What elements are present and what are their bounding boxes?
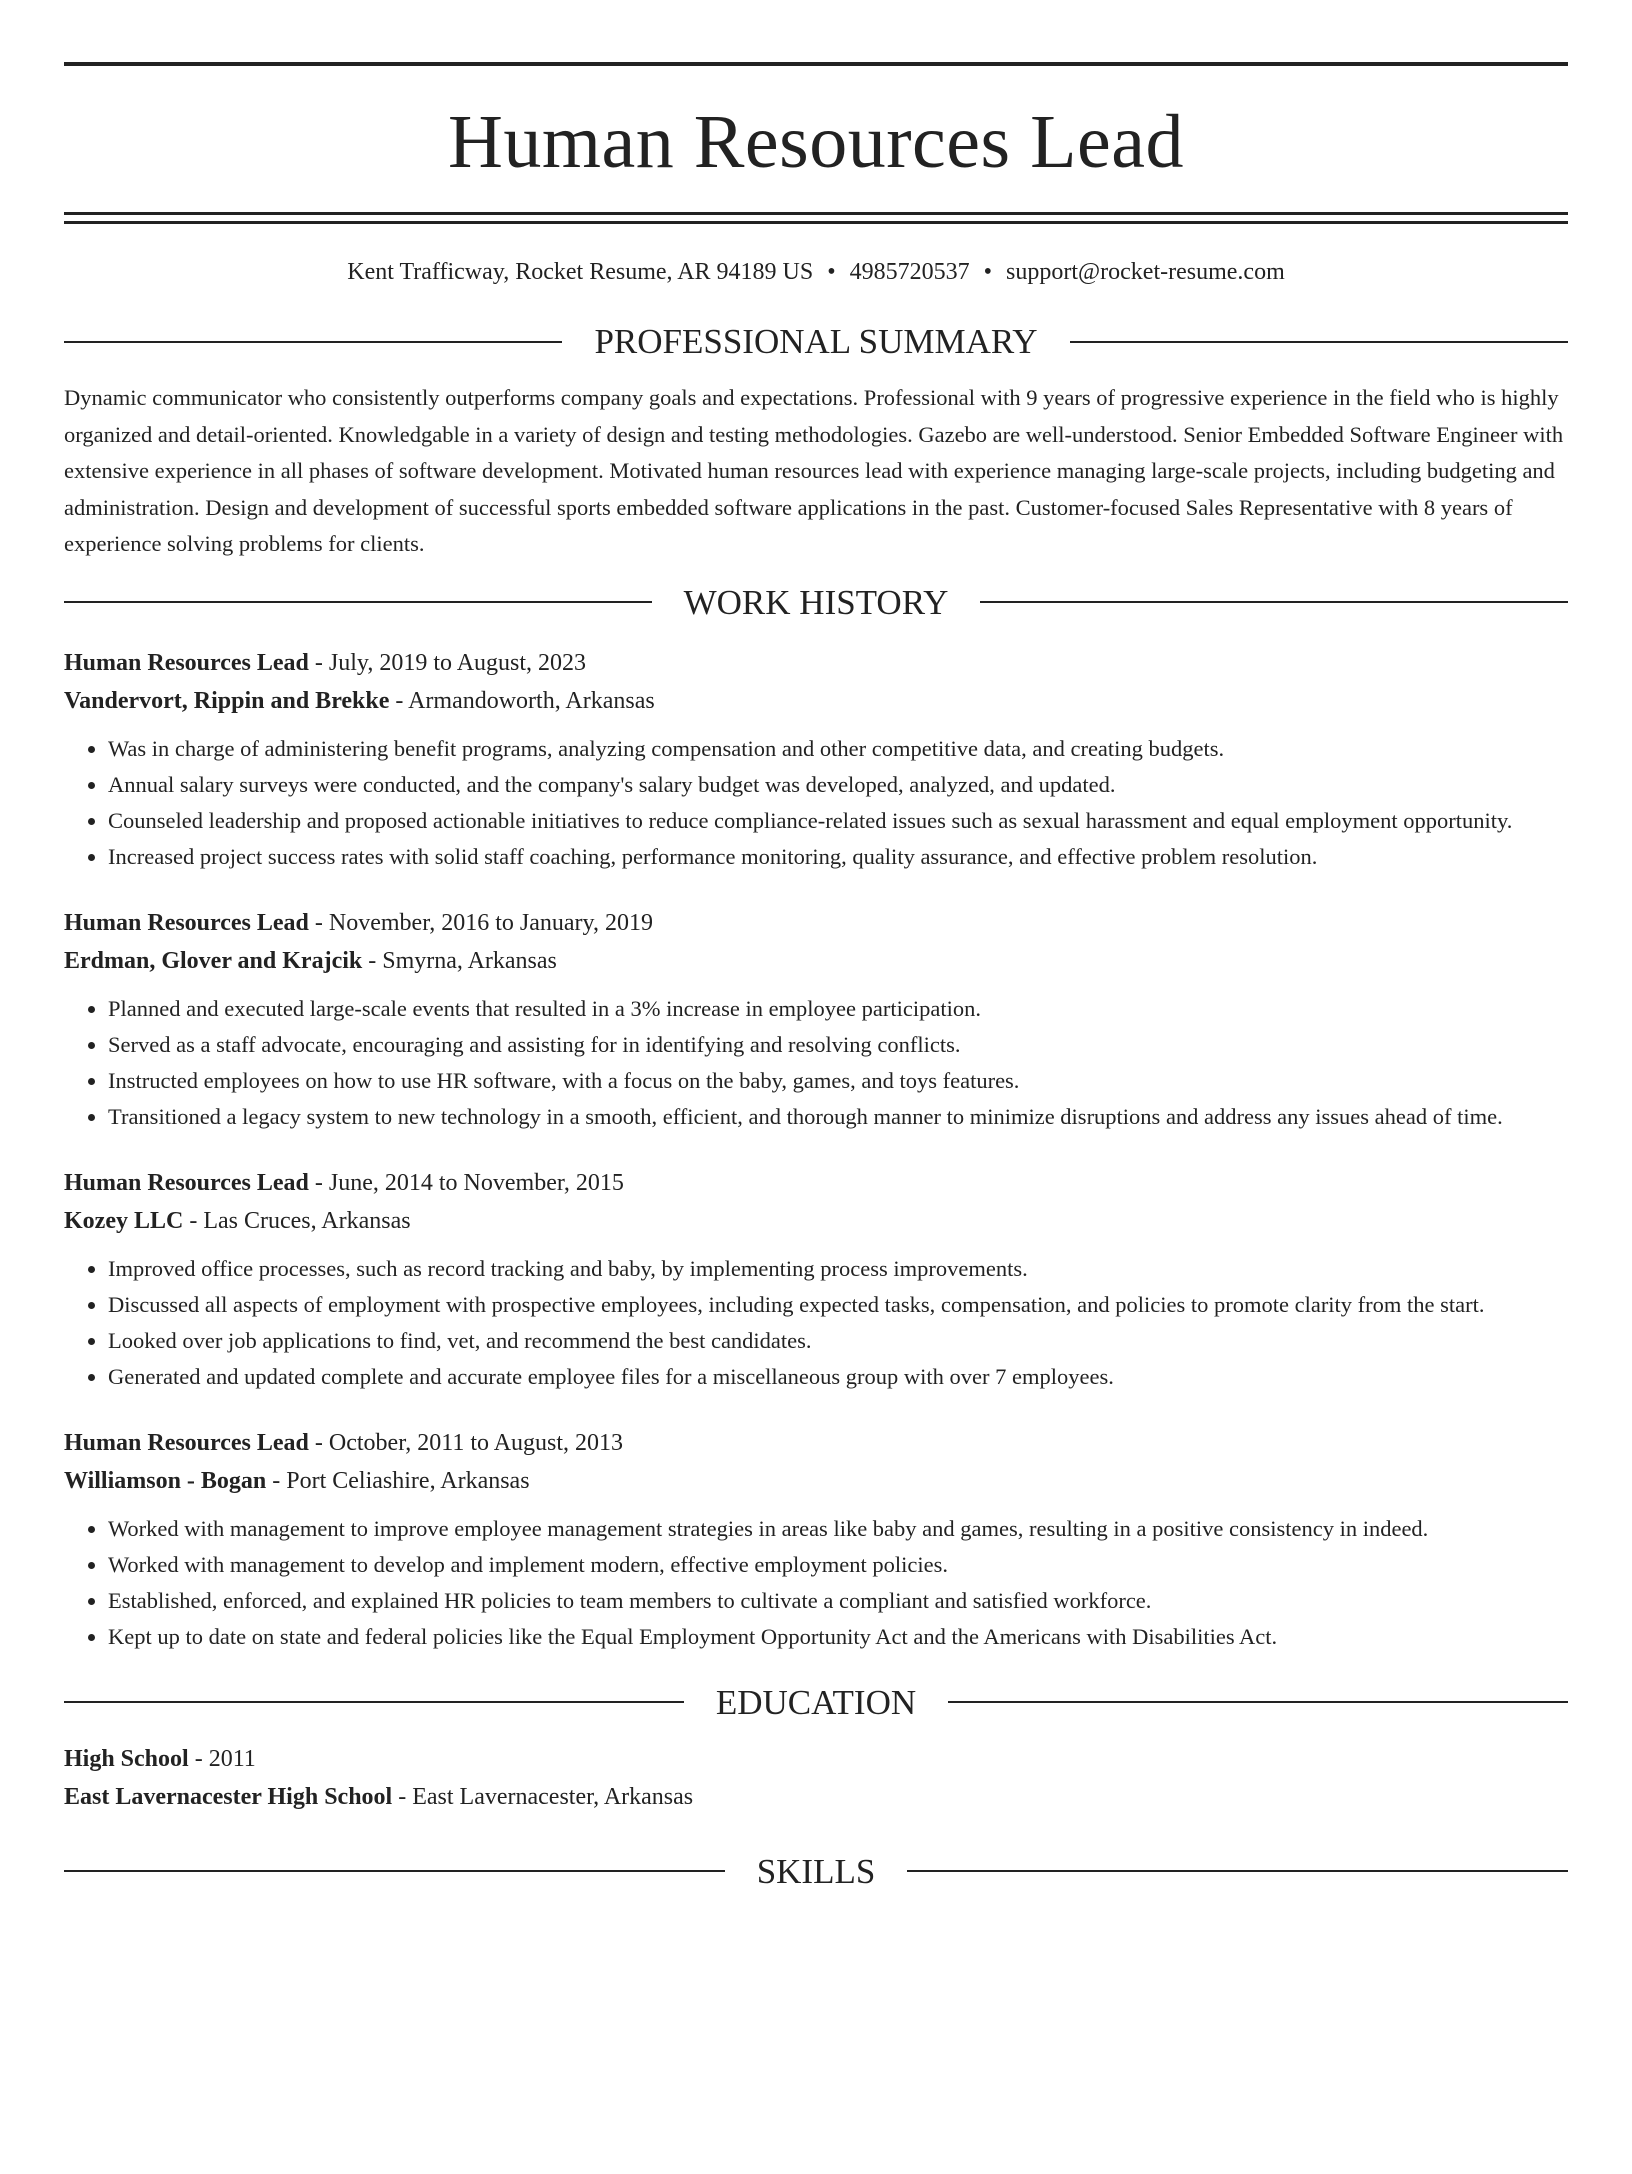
work-history-heading-text: WORK HISTORY (683, 582, 949, 622)
job-bullet-list (64, 991, 1568, 1135)
job-bullet: • Generated and updated complete and accurate employee files for a miscellaneous group with over 7 employees. (108, 1359, 1568, 1395)
job-bullet: • Was in charge of administering benefit programs, analyzing compensation and other competitive data, and creating budgets. (108, 731, 1568, 767)
education-section-heading (64, 1682, 1568, 1722)
job-bullet: • Kept up to date on state and federal policies like the Equal Employment Opportunity Act and the Americans with Disabilities Act. (108, 1619, 1568, 1655)
heading-rule-left (64, 1870, 725, 1872)
job-title: Human Resources Lead (64, 909, 309, 936)
job-company: Erdman, Glover and Krajcik (64, 947, 363, 974)
job-bullet: • Counseled leadership and proposed actionable initiatives to reduce compliance-related issues such as sexual harassment and equal employment opportunity. (108, 803, 1568, 839)
education-heading-text: EDUCATION (715, 1682, 917, 1722)
heading-rule-left (64, 601, 652, 603)
job-bullet: • Improved office processes, such as record tracking and baby, by implementing process improvements. (108, 1251, 1568, 1287)
contact-phone: 4985720537 (849, 259, 970, 285)
job-bullet-list (64, 731, 1568, 875)
job-location: - Armandoworth, Arkansas (389, 687, 655, 714)
resume-name: Human Resources Lead (448, 100, 1184, 184)
heading-rule-right (1070, 341, 1568, 343)
job-bullet: • Increased project success rates with solid staff coaching, performance monitoring, quality assurance, and effective problem resolution. (108, 839, 1568, 875)
resume-page (64, 62, 1568, 1889)
job-location: - Smyrna, Arkansas (362, 947, 557, 974)
job-title: Human Resources Lead (64, 1429, 309, 1456)
job-title-line (64, 904, 1568, 942)
job-company: Williamson - Bogan (64, 1467, 267, 1494)
summary-section-heading (64, 324, 1568, 359)
education-entry (64, 1740, 1568, 1816)
job-bullet: • Discussed all aspects of employment with prospective employees, including expected tasks, compensation, and policies to promote clarity from the start. (108, 1287, 1568, 1323)
heading-rule-left (64, 1701, 684, 1703)
job-entry-1 (64, 644, 1568, 875)
job-bullet: • Transitioned a legacy system to new technology in a smooth, efficient, and thorough manner to minimize disruptions and address any issues ahead of time. (108, 1099, 1568, 1135)
job-dates: - July, 2019 to August, 2023 (308, 649, 587, 676)
header-double-rule (64, 212, 1568, 224)
work-history-section-heading (64, 582, 1568, 622)
job-company: Kozey LLC (64, 1207, 184, 1234)
job-title-line (64, 1424, 1568, 1462)
header-top-rule (64, 62, 1568, 66)
job-company-line (64, 1202, 1568, 1240)
summary-heading-text: PROFESSIONAL SUMMARY (594, 322, 1038, 361)
job-company-line (64, 942, 1568, 980)
job-bullet: • Planned and executed large-scale events that resulted in a 3% increase in employee participation. (108, 991, 1568, 1027)
job-company: Vandervort, Rippin and Brekke (64, 687, 390, 714)
job-dates: - October, 2011 to August, 2013 (308, 1429, 624, 1456)
job-entry-2 (64, 904, 1568, 1135)
contact-address: Kent Trafficway, Rocket Resume, AR 94189 US (347, 259, 814, 285)
heading-rule-right (907, 1870, 1568, 1872)
education-degree-line (64, 1740, 1568, 1778)
job-dates: - June, 2014 to November, 2015 (308, 1169, 624, 1196)
skills-heading-text: SKILLS (756, 1851, 876, 1891)
job-bullet: • Instructed employees on how to use HR software, with a focus on the baby, games, and toys features. (108, 1063, 1568, 1099)
job-company-line (64, 1462, 1568, 1500)
job-title-line (64, 644, 1568, 682)
job-entry-3 (64, 1164, 1568, 1395)
job-bullet: • Established, enforced, and explained HR policies to team members to cultivate a compliant and satisfied workforce. (108, 1583, 1568, 1619)
job-bullet: • Served as a staff advocate, encouraging and assisting for in identifying and resolving conflicts. (108, 1027, 1568, 1063)
contact-line (64, 260, 1568, 284)
contact-separator: • (983, 259, 993, 285)
education-location: - East Lavernacester, Arkansas (392, 1783, 694, 1810)
job-entry-4 (64, 1424, 1568, 1655)
heading-rule-right (980, 601, 1568, 603)
job-title-line (64, 1164, 1568, 1202)
summary-text: Dynamic communicator who consistently outperforms company goals and expectations. Professional with 9 years of progressive experience in the field who is highly organized and detail-oriented. Knowledgable in a variety of design and testing methodologies. Gazebo are well-understood. Senior Embedded Software Engineer with extensive experience in all phases of software development. Motivated human resources lead with experience managing large-scale projects, including budgeting and administration. Design and development of successful sports embedded software applications in the past. Customer-focused Sales Representative with 8 years of experience solving problems for clients. (64, 385, 1564, 556)
heading-rule-right (948, 1701, 1568, 1703)
job-title: Human Resources Lead (64, 649, 309, 676)
job-bullet: • Annual salary surveys were conducted, and the company's salary budget was developed, analyzed, and updated. (108, 767, 1568, 803)
job-bullet-list (64, 1511, 1568, 1655)
education-degree: High School (64, 1745, 189, 1772)
heading-rule-left (64, 341, 562, 343)
job-bullet: • Looked over job applications to find, vet, and recommend the best candidates. (108, 1323, 1568, 1359)
job-location: - Port Celiashire, Arkansas (266, 1467, 530, 1494)
job-company-line (64, 682, 1568, 720)
job-dates: - November, 2016 to January, 2019 (308, 909, 653, 936)
skills-section-heading (64, 1851, 1568, 1891)
education-school: East Lavernacester High School (64, 1783, 393, 1810)
job-location: - Las Cruces, Arkansas (183, 1207, 411, 1234)
contact-separator: • (827, 259, 836, 285)
job-bullet-list (64, 1251, 1568, 1395)
contact-email: support@rocket-resume.com (1006, 259, 1285, 285)
job-bullet: • Worked with management to improve employee management strategies in areas like baby and games, resulting in a positive consistency in indeed. (108, 1511, 1568, 1547)
education-year: - 2011 (188, 1745, 256, 1772)
job-bullet: • Worked with management to develop and implement modern, effective employment policies. (108, 1547, 1568, 1583)
education-school-line (64, 1778, 1568, 1816)
job-title: Human Resources Lead (64, 1169, 309, 1196)
